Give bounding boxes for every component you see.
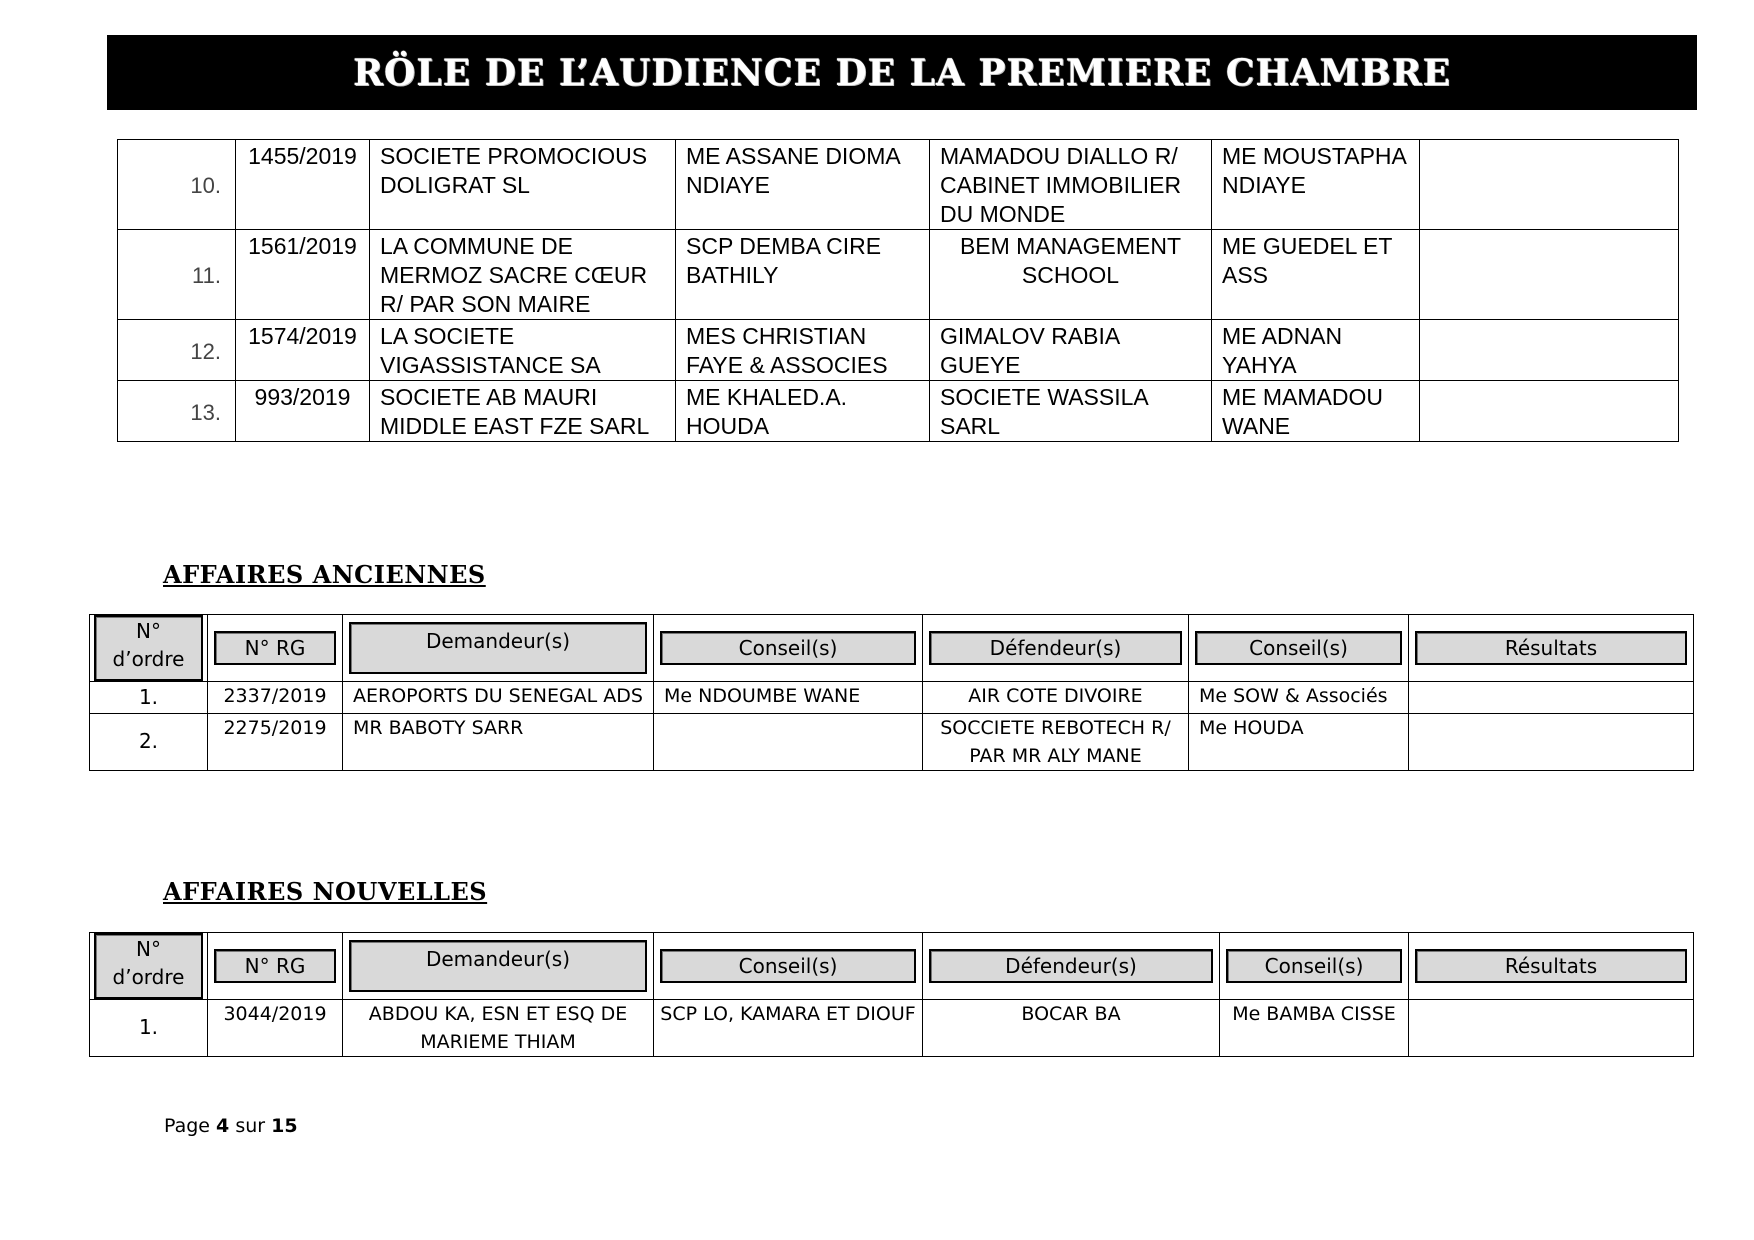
nouvelles-table	[89, 932, 1694, 1057]
resultat	[1420, 381, 1679, 442]
header-conseil-label: Conseil(s)	[660, 631, 916, 665]
header-demandeur-label: Demandeur(s)	[349, 622, 647, 674]
header-demandeur	[343, 933, 654, 1000]
page-footer	[164, 1115, 298, 1137]
conseil-defendeur: Me SOW & Associés	[1189, 682, 1409, 714]
order-number: 12.	[118, 320, 236, 381]
header-demandeur-label: Demandeur(s)	[349, 940, 647, 992]
header-ordre	[90, 615, 208, 682]
header-defendeur-label: Défendeur(s)	[929, 949, 1213, 983]
table-row	[118, 320, 1679, 381]
header-ordre	[90, 933, 208, 1000]
header-conseil	[654, 933, 923, 1000]
conseil-defendeur: ME MAMADOU WANE	[1212, 381, 1420, 442]
demandeur: SOCIETE AB MAURI MIDDLE EAST FZE SARL	[370, 381, 676, 442]
order-number: 13.	[118, 381, 236, 442]
header-rg	[208, 933, 343, 1000]
header-demandeur	[343, 615, 654, 682]
header-resultats	[1409, 933, 1694, 1000]
order-number: 11.	[118, 230, 236, 320]
header-rg	[208, 615, 343, 682]
table-header-row	[90, 615, 1694, 682]
section-title-anciennes: AFFAIRES ANCIENNES	[163, 560, 486, 589]
section-title-nouvelles: AFFAIRES NOUVELLES	[163, 877, 488, 906]
anciennes-table	[89, 614, 1694, 771]
demandeur: LA SOCIETE VIGASSISTANCE SA	[370, 320, 676, 381]
header-conseil-label: Conseil(s)	[660, 949, 916, 983]
header-resultats-label: Résultats	[1415, 631, 1687, 665]
table-row	[90, 714, 1694, 771]
table-row	[118, 140, 1679, 230]
header-resultats-label: Résultats	[1415, 949, 1687, 983]
defendeur: AIR COTE DIVOIRE	[923, 682, 1189, 714]
table-row	[118, 230, 1679, 320]
header-ordre-line2: d’ordre	[112, 965, 185, 989]
conseil-defendeur: ME GUEDEL ET ASS	[1212, 230, 1420, 320]
demandeur: SOCIETE PROMOCIOUS DOLIGRAT SL	[370, 140, 676, 230]
order-number: 2.	[90, 714, 208, 771]
footer-total-pages: 15	[271, 1115, 298, 1137]
demandeur: LA COMMUNE DE MERMOZ SACRE CŒUR R/ PAR SON MAIRE	[370, 230, 676, 320]
conseil-defendeur: ME MOUSTAPHA NDIAYE	[1212, 140, 1420, 230]
conseil-demandeur	[654, 714, 923, 771]
conseil-demandeur: ME ASSANE DIOMA NDIAYE	[676, 140, 930, 230]
header-conseil2	[1189, 615, 1409, 682]
header-rg-label: N° RG	[214, 949, 336, 983]
conseil-demandeur: Me NDOUMBE WANE	[654, 682, 923, 714]
cases-table-continued	[117, 139, 1679, 442]
rg-number: 1561/2019	[236, 230, 370, 320]
order-number: 1.	[90, 1000, 208, 1057]
resultat	[1409, 1000, 1694, 1057]
defendeur: SOCCIETE REBOTECH R/ PAR MR ALY MANE	[923, 714, 1189, 771]
header-conseil2-label: Conseil(s)	[1195, 631, 1402, 665]
defendeur: BEM MANAGEMENT SCHOOL	[930, 230, 1212, 320]
order-number: 1.	[90, 682, 208, 714]
header-ordre-line1: N°	[136, 937, 161, 961]
header-conseil	[654, 615, 923, 682]
resultat	[1409, 714, 1694, 771]
rg-number: 3044/2019	[208, 1000, 343, 1057]
footer-current-page: 4	[216, 1115, 230, 1137]
header-ordre-line1: N°	[136, 619, 161, 643]
demandeur: MR BABOTY SARR	[343, 714, 654, 771]
defendeur: MAMADOU DIALLO R/ CABINET IMMOBILIER DU MONDE	[930, 140, 1212, 230]
rg-number: 1574/2019	[236, 320, 370, 381]
header-ordre-line2: d’ordre	[112, 647, 185, 671]
conseil-defendeur: ME ADNAN YAHYA	[1212, 320, 1420, 381]
conseil-demandeur: SCP LO, KAMARA ET DIOUF	[654, 1000, 923, 1057]
defendeur: BOCAR BA	[923, 1000, 1220, 1057]
header-defendeur	[923, 933, 1220, 1000]
header-conseil2-label: Conseil(s)	[1226, 949, 1402, 983]
header-conseil2	[1220, 933, 1409, 1000]
rg-number: 993/2019	[236, 381, 370, 442]
header-defendeur-label: Défendeur(s)	[929, 631, 1182, 665]
table-row	[90, 1000, 1694, 1057]
rg-number: 2337/2019	[208, 682, 343, 714]
conseil-defendeur: Me BAMBA CISSE	[1220, 1000, 1409, 1057]
defendeur: GIMALOV RABIA GUEYE	[930, 320, 1212, 381]
resultat	[1420, 230, 1679, 320]
conseil-defendeur: Me HOUDA	[1189, 714, 1409, 771]
table-row	[118, 381, 1679, 442]
resultat	[1409, 682, 1694, 714]
demandeur: ABDOU KA, ESN ET ESQ DE MARIEME THIAM	[343, 1000, 654, 1057]
header-rg-label: N° RG	[214, 631, 336, 665]
conseil-demandeur: SCP DEMBA CIRE BATHILY	[676, 230, 930, 320]
footer-middle: sur	[235, 1115, 266, 1137]
conseil-demandeur: MES CHRISTIAN FAYE & ASSOCIES	[676, 320, 930, 381]
table-header-row	[90, 933, 1694, 1000]
resultat	[1420, 320, 1679, 381]
table-row	[90, 682, 1694, 714]
header-defendeur	[923, 615, 1189, 682]
footer-prefix: Page	[164, 1115, 210, 1137]
defendeur: SOCIETE WASSILA SARL	[930, 381, 1212, 442]
rg-number: 1455/2019	[236, 140, 370, 230]
document-title: RÖLE DE L’AUDIENCE DE LA PREMIERE CHAMBRE	[107, 35, 1697, 110]
rg-number: 2275/2019	[208, 714, 343, 771]
header-resultats	[1409, 615, 1694, 682]
resultat	[1420, 140, 1679, 230]
order-number: 10.	[118, 140, 236, 230]
conseil-demandeur: ME KHALED.A. HOUDA	[676, 381, 930, 442]
demandeur: AEROPORTS DU SENEGAL ADS	[343, 682, 654, 714]
